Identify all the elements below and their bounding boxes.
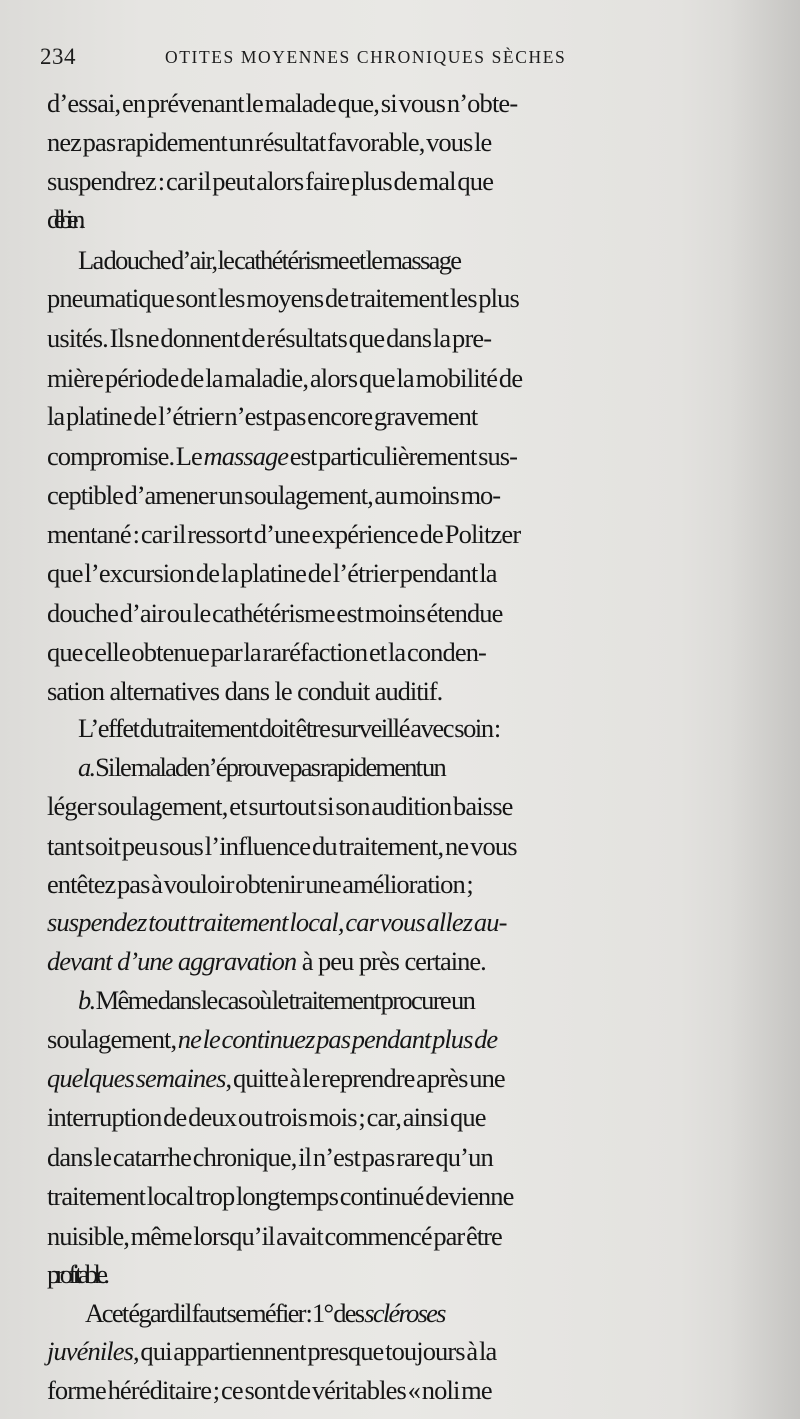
text-line: [47, 1019, 800, 1059]
text-line: [47, 941, 800, 981]
text-line: [47, 122, 800, 162]
text-segment: Si le malade n’éprouve pas rapidement un: [94, 752, 445, 782]
text-line: [47, 161, 800, 201]
text-segment: soulagement,: [47, 1024, 178, 1054]
text-segment: profitable.: [47, 1259, 106, 1289]
text-line: [85, 1293, 800, 1333]
text-line: [47, 1331, 800, 1371]
page-header: [40, 44, 740, 74]
text-segment: interruption de deux ou trois mois ; car, ainsi que: [47, 1102, 486, 1132]
text-line: [47, 593, 800, 633]
text-segment: ceptible d’amener un soulagement, au moins mo-: [47, 480, 501, 510]
text-segment: suspendrez : car il peut alors faire plus de mal que: [47, 166, 494, 196]
text-segment: mière période de la maladie, alors que la mobilité de: [47, 363, 523, 393]
text-segment: A cet égard il faut se méfier : 1° des: [85, 1298, 365, 1328]
italic-text: suspendez tout traitement local, car vous allez au-: [47, 907, 507, 937]
text-segment: forme héréditaire ; ce sont de véritables « noli me: [47, 1375, 492, 1405]
text-segment: douche d’air ou le cathétérisme est moins étendue: [47, 598, 503, 628]
page-number: 234: [40, 44, 76, 69]
italic-text: quelques semaines: [47, 1063, 226, 1093]
text-line: [47, 1216, 800, 1256]
text-line: [47, 671, 800, 711]
text-segment: , qui appartiennent presque toujours à la: [133, 1336, 497, 1366]
text-segment: entêtez pas à vouloir obtenir une amélioration ;: [47, 869, 473, 899]
text-segment: dans le catarrhe chronique, il n’est pas rare qu’un: [47, 1142, 493, 1172]
text-segment: tant soit peu sous l’influence du traitement, ne vous: [47, 831, 517, 861]
text-line: [47, 553, 800, 593]
text-segment: sation alternatives dans le conduit auditif.: [47, 676, 443, 706]
text-segment: de bien.: [47, 204, 80, 234]
text-line: [47, 1137, 800, 1177]
text-line: [47, 278, 800, 318]
text-segment: nez pas rapidement un résultat favorable, vous le: [47, 127, 492, 157]
text-segment: L’effet du traitement doit être surveillé avec soin :: [78, 713, 500, 743]
running-title: OTITES MOYENNES CHRONIQUES SÈCHES: [165, 47, 567, 67]
text-segment: d’essai, en prévenant le malade que, si vous n’obte-: [47, 88, 518, 118]
text-segment: mentané : car il ressort d’une expérience de Politzer: [47, 519, 521, 549]
text-line: [47, 826, 800, 866]
italic-text: b.: [78, 985, 95, 1015]
text-segment: compromise. Le: [47, 441, 204, 471]
text-line: [78, 708, 800, 748]
italic-text: massage: [203, 441, 289, 471]
text-segment: la platine de l’étrier n’est pas encore gravement: [47, 401, 478, 431]
italic-text: scléroses: [364, 1298, 445, 1328]
text-line: [47, 786, 800, 826]
text-line: [78, 747, 800, 787]
text-line: [47, 358, 800, 398]
text-line: [47, 1370, 800, 1410]
text-line: [47, 475, 800, 515]
text-segment: usités. Ils ne donnent de résultats que dans la pre-: [47, 323, 492, 353]
text-line: [47, 1058, 800, 1098]
text-line: [47, 632, 800, 672]
text-segment: que l’excursion de la platine de l’étrier pendant la: [47, 558, 497, 588]
text-line: [47, 318, 800, 358]
text-line: [47, 1097, 800, 1137]
text-line: [47, 396, 800, 436]
italic-text: a.: [78, 752, 95, 782]
text-segment: est particulièrement sus-: [288, 441, 517, 471]
text-segment: traitement local trop longtemps continué devienne: [47, 1181, 514, 1211]
text-segment: La douche d’air, le cathétérisme et le massage: [78, 245, 461, 275]
text-line: [78, 240, 800, 280]
text-line: [47, 902, 800, 942]
text-line: [47, 1254, 800, 1294]
text-segment: , quitte à le reprendre après une: [225, 1063, 505, 1093]
text-segment: que celle obtenue par la raréfaction et la conden-: [47, 637, 486, 667]
text-line: [47, 199, 800, 239]
text-line: [47, 436, 800, 476]
text-line: [78, 980, 800, 1020]
text-line: [47, 864, 800, 904]
italic-text: juvéniles: [47, 1336, 133, 1366]
text-segment: à peu près certaine.: [296, 946, 486, 976]
text-segment: léger soulagement, et surtout si son audition baisse: [47, 791, 513, 821]
text-segment: nuisible, même lorsqu’il avait commencé par être: [47, 1221, 502, 1251]
text-line: [47, 83, 800, 123]
text-line: [47, 1176, 800, 1216]
text-segment: Même dans le cas où le traitement procure un: [94, 985, 475, 1015]
italic-text: ne le continuez pas pendant plus de: [177, 1024, 498, 1054]
text-line: [47, 514, 800, 554]
text-segment: pneumatique sont les moyens de traitement les plus: [47, 283, 519, 313]
italic-text: devant d’une aggravation: [47, 946, 297, 976]
